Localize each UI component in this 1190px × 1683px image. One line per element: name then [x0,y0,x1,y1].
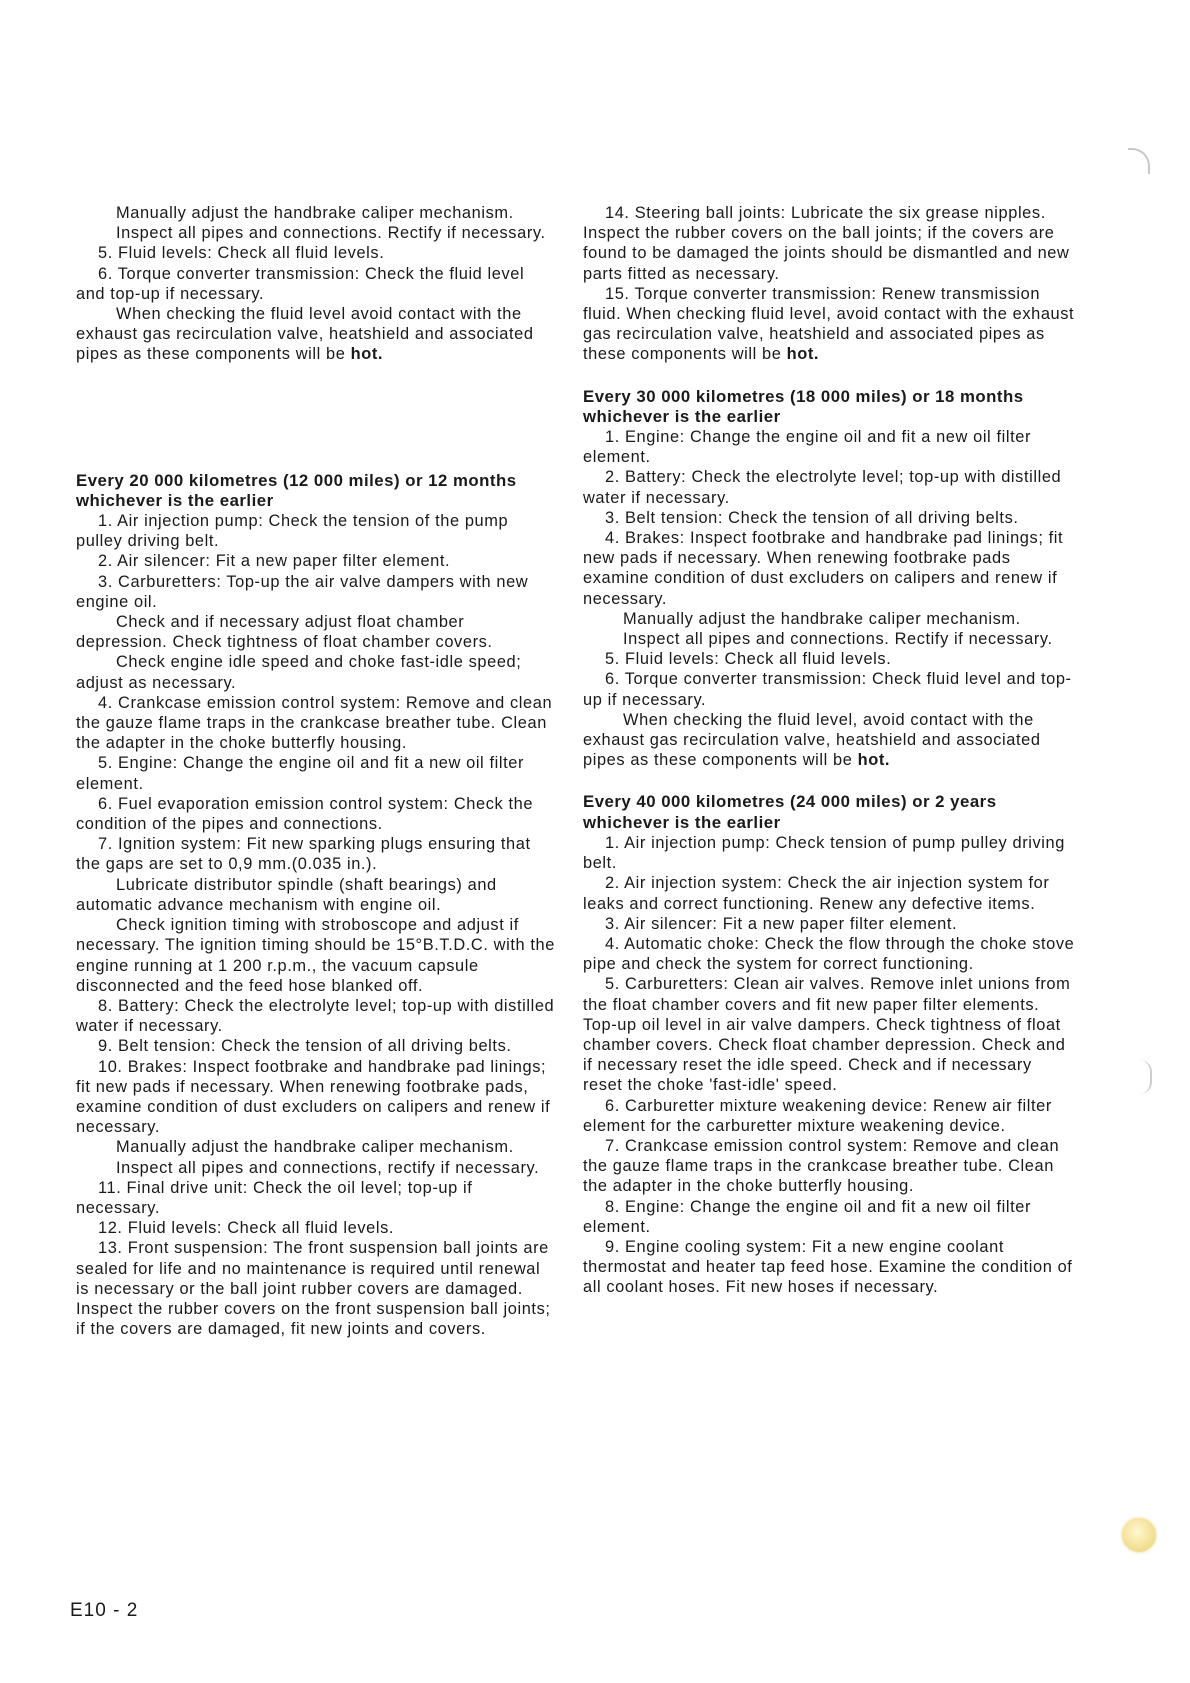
scan-mark-icon [1140,1060,1152,1094]
emphasis: hot. [350,345,384,364]
paragraph: Manually adjust the handbrake caliper mechanism. [116,1138,514,1157]
scan-mark-icon [1128,148,1150,174]
list-item [583,284,1075,365]
section-heading: Every 30 000 kilometres (18 000 miles) or 18 months whichever is the earlier [583,386,1024,426]
list-item: 3. Air silencer: Fit a new paper filter element. [605,914,958,933]
paragraph: Inspect all pipes and connections, rectify if necessary. [116,1158,540,1177]
paragraph [583,710,1075,771]
list-item: 5. Fluid levels: Check all fluid levels. [98,244,385,263]
paragraph: Manually adjust the handbrake caliper mechanism. [116,204,514,222]
right-column [583,203,1075,1298]
paragraph: Lubricate distributor spindle (shaft bearings) and automatic advance mechanism with engine oil. [76,875,497,914]
left-column [76,203,556,1339]
list-item: 2. Battery: Check the electrolyte level; top-up with distilled water if necessary. [583,468,1062,507]
list-item: 9. Belt tension: Check the tension of all driving belts. [98,1037,512,1056]
paragraph: Check engine idle speed and choke fast-idle speed; adjust as necessary. [76,653,522,692]
list-item: 1. Engine: Change the engine oil and fit a new oil filter element. [583,428,1032,467]
list-item: 5. Fluid levels: Check all fluid levels. [605,650,892,669]
list-item: 6. Carburetter mixture weakening device: Renew air filter element for the carburetter mixture weakening device. [583,1096,1052,1135]
list-item: 8. Engine: Change the engine oil and fit a new oil filter element. [583,1197,1032,1236]
list-item-text: 15. Torque converter transmission: Renew transmission fluid. When checking fluid level, avoid contact with the exhaust gas recirculation valve, heatshield and associated pipes as these components will be [583,284,1075,364]
list-item: 8. Battery: Check the electrolyte level; top-up with distilled water if necessary. [76,996,555,1036]
list-item: 4. Brakes: Inspect footbrake and handbrake pad linings; fit new pads if necessary. When renewing footbrake pads examine condition of dust excluders on calipers and renew if necessary. [583,529,1064,608]
list-item: 5. Carburetters: Clean air valves. Remove inlet unions from the float chamber covers and fit new paper filter elements. Top-up oil level in air valve dampers. Check tightness of float chamber covers. Check float chamber depression. Check and if necessary reset the idle speed. Check and if necessary reset the choke 'fast-idle' speed. [583,975,1071,1095]
list-item: 12. Fluid levels: Check all fluid levels. [98,1219,395,1238]
list-item: 13. Front suspension: The front suspension ball joints are sealed for life and no maintenance is required until renewal is necessary or the ball joint rubber covers are damaged. Inspect the rubber covers on the front suspension ball joints; if the covers are damaged, fit new joints and covers. [76,1239,551,1339]
list-item: 7. Crankcase emission control system: Remove and clean the gauze flame traps in the crankcase breather tube. Clean the adapter in the choke butterfly housing. [583,1136,1060,1196]
list-item: 1. Air injection pump: Check tension of pump pulley driving belt. [583,833,1065,873]
list-item: 2. Air injection system: Check the air injection system for leaks and correct functioning. Renew any defective items. [583,874,1050,913]
list-item: 11. Final drive unit: Check the oil level; top-up if necessary. [76,1178,473,1217]
list-item: 4. Crankcase emission control system: Remove and clean the gauze flame traps in the crankcase breather tube. Clean the adapter in the choke butterfly housing. [76,693,553,753]
list-item: 6. Fuel evaporation emission control system: Check the condition of the pipes and connections. [76,794,534,834]
list-item: 7. Ignition system: Fit new sparking plugs ensuring that the gaps are set to 0,9 mm.(0.035 in.). [76,835,531,874]
list-item: 9. Engine cooling system: Fit a new engine coolant thermostat and heater tap feed hose. Examine the condition of all coolant hoses. Fit new hoses if necessary. [583,1237,1073,1297]
paragraph-text: When checking the fluid level avoid contact with the exhaust gas recirculation valve, heatshield and associated pipes as these components will be [76,305,534,364]
paragraph: Inspect all pipes and connections. Rectify if necessary. [116,224,546,243]
section-heading: Every 20 000 kilometres (12 000 miles) or 12 months whichever is the earlier [76,470,517,510]
paragraph: Manually adjust the handbrake caliper mechanism. [623,609,1021,628]
emphasis: hot. [857,751,891,770]
list-item: 1. Air injection pump: Check the tension of the pump pulley driving belt. [76,512,509,551]
page-number: E10 - 2 [70,1600,139,1621]
scan-spot-icon [1122,1518,1156,1552]
emphasis: hot. [786,345,820,364]
list-item: 4. Automatic choke: Check the flow through the choke stove pipe and check the system for correct functioning. [583,934,1075,974]
list-item: 14. Steering ball joints: Lubricate the six grease nipples. Inspect the rubber covers on the ball joints; if the covers are found to be damaged the joints should be dismantled and new parts fitted as necessary. [583,204,1070,283]
list-item: 2. Air silencer: Fit a new paper filter element. [98,552,451,571]
paragraph: Check ignition timing with stroboscope and adjust if necessary. The ignition timing should be 15°B.T.D.C. with the engine running at 1 200 r.p.m., the vacuum capsule disconnected and the feed hose blanked off. [76,916,555,995]
paragraph: Check and if necessary adjust float chamber depression. Check tightness of float chamber covers. [76,613,493,652]
list-item: 6. Torque converter transmission: Check the fluid level and top-up if necessary. [76,264,525,303]
list-item: 3. Carburetters: Top-up the air valve dampers with new engine oil. [76,572,529,611]
list-item: 6. Torque converter transmission: Check fluid level and top-up if necessary. [583,670,1072,709]
section-heading: Every 40 000 kilometres (24 000 miles) or 2 years whichever is the earlier [583,792,997,832]
list-item: 3. Belt tension: Check the tension of all driving belts. [605,508,1019,527]
list-item: 5. Engine: Change the engine oil and fit a new oil filter element. [76,754,525,793]
paragraph-text: When checking the fluid level, avoid contact with the exhaust gas recirculation valve, heatshield and associated pipes as these components will be [583,710,1041,770]
list-item: 10. Brakes: Inspect footbrake and handbrake pad linings; fit new pads if necessary. When renewing footbrake pads, examine condition of dust excluders on calipers and renew if necessary. [76,1057,551,1137]
paragraph: Inspect all pipes and connections. Rectify if necessary. [623,630,1053,649]
paragraph [76,304,556,365]
